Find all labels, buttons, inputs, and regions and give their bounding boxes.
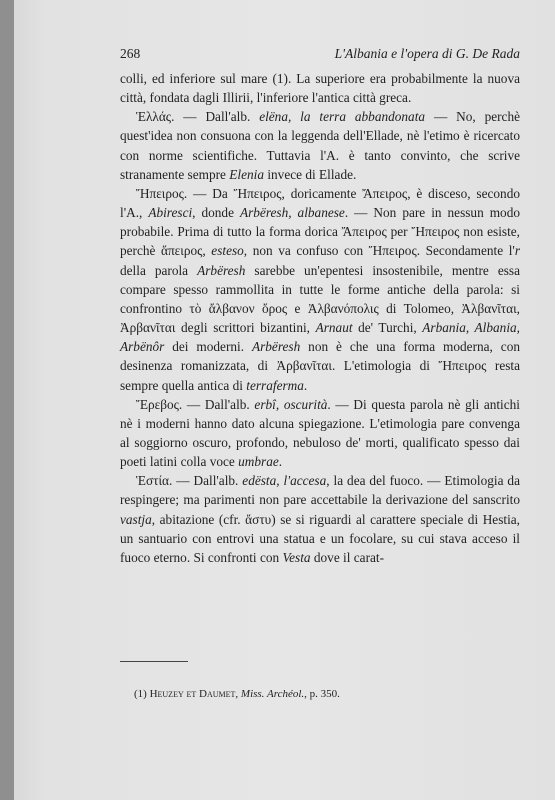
footnote-authors: Heuzey et Daumet, [149, 688, 239, 700]
italic-text-run: Vesta [282, 549, 311, 565]
text-run: , la dea del fuoco. — Etimologia da respingere; ma parimenti non pare accettabile la derivazione del sanscrito [120, 473, 520, 508]
text-run: colli, ed inferiore sul mare (1). La superiore era probabilmente la nuova città, fondata dagli Illirii, l'inferiore l'antica città greca. [120, 71, 520, 106]
text-run: , non va confuso con Ἤπειρος. Secondamente l' [243, 243, 515, 259]
italic-text-run: umbrae [238, 454, 279, 470]
footnote-pages: , p. 350. [304, 688, 340, 700]
italic-text-run: Arbania, Albania, Arbënôr [120, 320, 520, 355]
italic-text-run: Arbëresh, albanese [239, 205, 345, 221]
text-run: . — Di questa parola nè gli antichi nè i moderni hanno dato alcuna spiegazione. L'etimologia pare convenga al soggiorno oscuro, profondo, nebuloso de' morti, qualificato spesso dai poeti latini colla voce [120, 396, 520, 470]
text-run: Ἔρεβος. — Dall'alb. [136, 396, 255, 412]
text-run: . — Non pare in nessun modo probabile. Prima di tutto la forma dorica Ἄπειρος per Ἤπειρος non esiste, perchè ἄπειρος, [120, 205, 521, 259]
text-run: . [303, 377, 308, 393]
text-run: de' Turchi, [352, 320, 423, 336]
page-header [120, 46, 520, 66]
entry-erebos [120, 395, 520, 472]
italic-text-run: Arbëresh [251, 339, 301, 355]
italic-text-run: Elenia [229, 166, 265, 182]
italic-text-run: r [514, 243, 520, 259]
paragraph-continuation [120, 69, 520, 107]
italic-text-run: Abiresci [148, 205, 193, 221]
italic-text-run: terraferma [246, 377, 304, 393]
text-run: Ἑστία. — Dall'alb. [136, 473, 243, 489]
text-run: — No, perchè quest'idea non consuona con la leggenda dell'Ellade, nè l'etimo è ricercato con norme scientifiche. Tuttavia l'A. è tanto convinto, che scrive stranamente sempre [120, 109, 520, 182]
italic-text-run: Arnaut [315, 320, 353, 336]
text-run: invece di Ellade. [264, 166, 357, 182]
entry-epeiros [120, 184, 520, 395]
body-text [120, 69, 520, 567]
text-run: della parola [120, 262, 198, 278]
text-run: . [278, 454, 283, 470]
book-page [14, 0, 555, 800]
italic-text-run: edësta, l'accesa [242, 473, 327, 489]
text-run: sarebbe un'epentesi insostenibile, mentre essa compare spesso rammollita in tutte le forme antiche della parola: si confrontino τὸ ἄλβανον ὄρος e Ἀλβανόπολις di Tolomeo, Ἀλβανῖται, Ἀρβανῖται degli scrittori bizantini, [120, 262, 520, 336]
italic-text-run: vastja [120, 511, 152, 527]
text-run: Ἤπειρος. — Da Ἤπειρος, doricamente Ἄπειρος, è disceso, secondo l'A., [120, 185, 520, 221]
footnote-rule [120, 661, 188, 662]
text-run: non è che una forma moderna, con desinenza romanizzata, di Ἀρβανῖται. L'etimologia di Ἤπειρος resta sempre quella antica di [120, 339, 520, 393]
text-run: dei moderni. [164, 339, 252, 355]
footnote-source: Miss. Archéol. [240, 688, 305, 700]
page-number: 268 [120, 46, 141, 61]
running-title: L'Albania e l'opera di G. De Rada [334, 46, 520, 61]
text-run: Ἑλλάς. — Dall'alb. [136, 109, 260, 125]
italic-text-run: erbî, oscurità [254, 396, 328, 412]
footnote-marker: (1) [134, 688, 147, 700]
footnote [134, 688, 514, 700]
italic-text-run: esteso [211, 243, 244, 259]
text-run: , abitazione (cfr. ἄστυ) se si riguardi al carattere speciale di Hestia, un santuario con entrovi una statua e un focolare, su cui stava acceso il fuoco eterno. Si confronti con [120, 511, 520, 565]
text-run: , donde [192, 205, 240, 221]
italic-text-run: Arbëresh [197, 262, 246, 278]
text-run: dove il carat- [310, 549, 385, 565]
entry-hellas [120, 107, 520, 184]
entry-hestia [120, 471, 520, 567]
italic-text-run: elëna, la terra abbandonata [259, 109, 426, 125]
